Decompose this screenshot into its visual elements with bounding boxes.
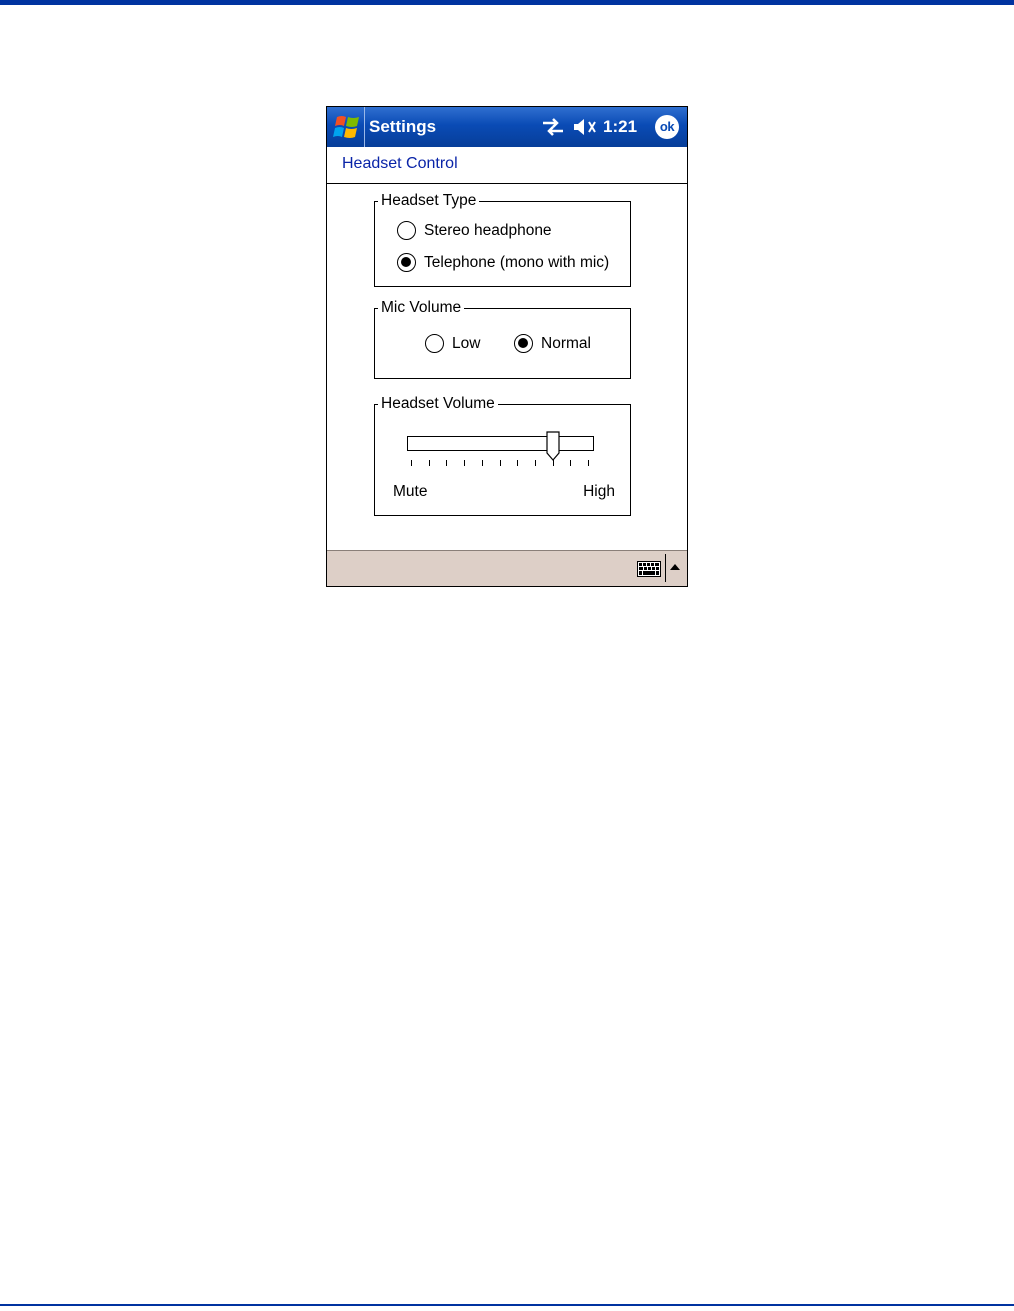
sip-divider (665, 554, 666, 582)
mic-volume-legend: Mic Volume (378, 298, 464, 318)
page-title: Headset Control (342, 155, 458, 172)
slider-tick (553, 460, 554, 466)
radio-label: Telephone (mono with mic) (424, 253, 610, 271)
slider-tick (535, 460, 536, 466)
ok-button[interactable]: ok (655, 115, 679, 139)
headset-type-group (374, 192, 631, 287)
radio-button[interactable] (397, 221, 416, 240)
slider-tick (429, 460, 430, 466)
radio-label: Normal (541, 334, 591, 352)
slider-tick (464, 460, 465, 466)
radio-button[interactable] (425, 334, 444, 353)
headset-volume-legend: Headset Volume (378, 394, 498, 414)
keyboard-icon[interactable] (637, 561, 661, 577)
clock[interactable]: 1:21 (603, 117, 638, 136)
mic-volume-group (374, 299, 631, 379)
menu-bar (327, 550, 687, 586)
radio-stereo-headphone[interactable] (397, 221, 552, 240)
headset-volume-group (374, 395, 631, 516)
slider-tick (411, 460, 412, 466)
pocketpc-screen (326, 106, 688, 587)
title-bar (327, 107, 687, 147)
volume-slider-track[interactable] (407, 436, 594, 451)
volume-min-label: Mute (393, 483, 428, 500)
radio-button-selected[interactable] (397, 253, 416, 272)
radio-mic-low[interactable] (425, 334, 480, 353)
slider-tick (500, 460, 501, 466)
volume-muted-icon[interactable] (573, 118, 599, 136)
radio-label: Low (452, 334, 481, 352)
radio-label: Stereo headphone (424, 221, 552, 239)
slider-tick (570, 460, 571, 466)
bottom-rule (0, 1304, 1014, 1306)
slider-tick (446, 460, 447, 466)
volume-slider-thumb[interactable] (546, 431, 560, 461)
slider-tick (517, 460, 518, 466)
volume-max-label: High (583, 483, 615, 500)
slider-tick (588, 460, 589, 466)
radio-mic-normal[interactable] (514, 334, 591, 353)
radio-telephone-mono[interactable] (397, 253, 609, 272)
start-button[interactable] (327, 107, 365, 147)
sip-up-arrow-icon[interactable] (669, 563, 681, 571)
headset-type-legend: Headset Type (378, 191, 479, 211)
top-rule (0, 0, 1014, 5)
slider-tick (482, 460, 483, 466)
radio-button-selected[interactable] (514, 334, 533, 353)
windows-logo-icon (333, 113, 361, 141)
connectivity-icon[interactable] (541, 118, 565, 136)
window-title: Settings (369, 117, 437, 136)
page-header (327, 147, 687, 184)
